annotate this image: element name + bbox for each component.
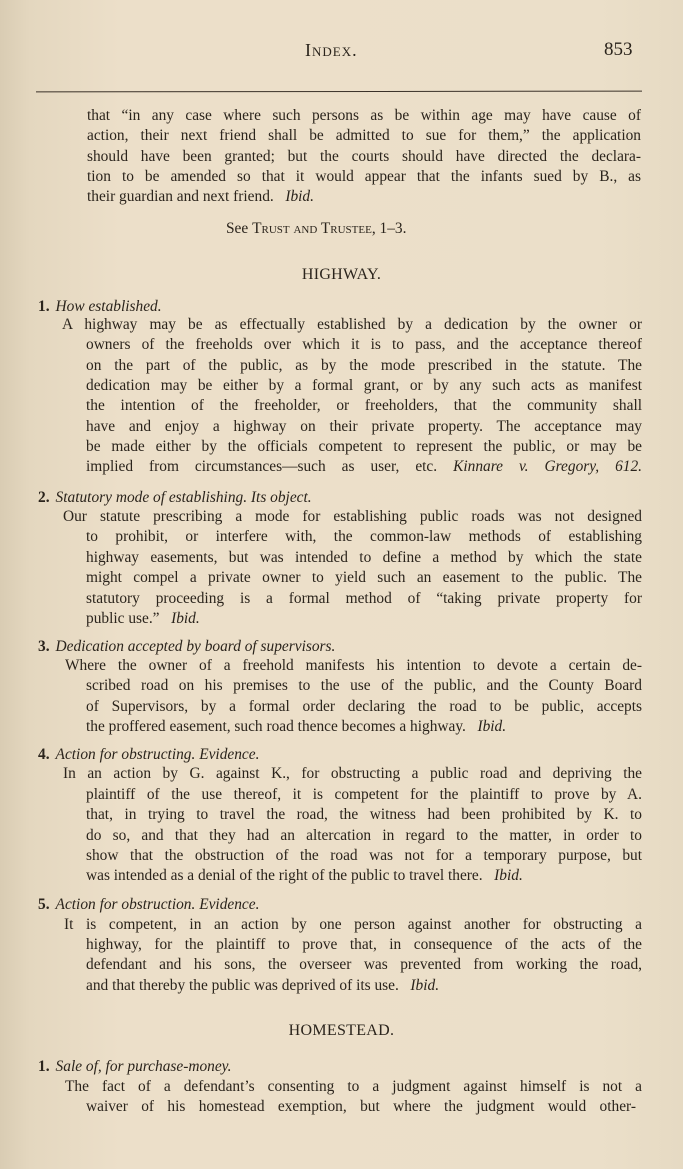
text-line xyxy=(86,457,642,477)
entry-number: 3. xyxy=(38,638,50,655)
text-line: highway easements, but was intended to define a method by which the state xyxy=(86,549,642,566)
text-segment: and that thereby the public was deprived of its use. xyxy=(86,977,399,994)
text-line xyxy=(87,187,314,207)
entry-title: How established. xyxy=(55,298,162,315)
citation: Ibid. xyxy=(477,718,507,735)
text-line: scribed road on his premises to the use of the public, and the County Board xyxy=(86,677,642,694)
text-line: of Supervisors, by a formal order declaring the road to be public, accepts xyxy=(86,698,642,715)
entry-heading xyxy=(38,746,259,764)
text-line xyxy=(86,866,523,886)
text-segment: their guardian and next friend. xyxy=(87,188,274,205)
text-line: statutory proceeding is a formal method of “taking private property for xyxy=(86,590,642,607)
entry-title: Sale of, for purchase-money. xyxy=(55,1058,232,1075)
entry-number: 5. xyxy=(38,896,50,913)
text-line: be made either by the officials competent to represent the public, or may be xyxy=(86,438,642,455)
text-line: that “in any case where such persons as be within age may have cause of xyxy=(87,107,641,124)
citation: Ibid. xyxy=(171,610,200,627)
entry-heading xyxy=(38,489,312,507)
text-line: Our statute prescribing a mode for establishing public roads was not designed xyxy=(63,508,642,525)
text-line: The fact of a defendant’s consenting to a judgment against himself is not a xyxy=(65,1078,642,1095)
section-heading-highway: HIGHWAY. xyxy=(301,266,382,283)
see-target: Trust and Trustee xyxy=(252,220,372,237)
text-line xyxy=(86,976,439,996)
citation: Ibid. xyxy=(410,977,440,994)
entry-title: Dedication accepted by board of supervisors. xyxy=(55,638,336,655)
entry-number: 1. xyxy=(38,1058,50,1075)
entry-title: Statutory mode of establishing. Its object. xyxy=(55,489,312,506)
text-line: plaintiff of the use thereof, it is competent for the plaintiff to prove by A. xyxy=(86,786,642,803)
text-line: might compel a private owner to yield such an easement to the public. The xyxy=(86,569,642,586)
text-line xyxy=(86,717,506,737)
text-line: dedication may be either by a formal grant, or by any such acts as manifest xyxy=(86,377,642,394)
text-line: owners of the freeholds over which it is to pass, and the acceptance thereof xyxy=(86,336,642,353)
entry-heading xyxy=(38,298,162,316)
text-line: A highway may be as effectually established by a dedication by the owner or xyxy=(62,316,642,333)
see-also-reference xyxy=(226,220,406,238)
text-segment: was intended as a denial of the right of the public to travel there. xyxy=(86,867,483,884)
entry-number: 2. xyxy=(38,489,50,506)
citation: Ibid. xyxy=(494,867,523,884)
text-line xyxy=(86,609,200,629)
text-segment: implied from circumstances—such as user, etc. xyxy=(86,458,438,475)
text-line: have and enjoy a highway on their private property. The acceptance may xyxy=(86,418,642,435)
running-head xyxy=(0,40,683,64)
text-line: It is competent, in an action by one person against another for obstructing a xyxy=(64,916,642,933)
see-prefix: See xyxy=(226,220,249,237)
text-line: defendant and his sons, the overseer was prevented from working the road, xyxy=(86,956,642,973)
citation: Ibid. xyxy=(285,188,314,205)
text-segment: the proffered easement, such road thence becomes a highway. xyxy=(86,718,466,735)
text-line: the intention of the freeholder, or freeholders, that the community shall xyxy=(86,397,642,414)
text-line: Where the owner of a freehold manifests his intention to devote a certain de- xyxy=(65,657,642,674)
see-numbers: , 1–3. xyxy=(371,220,407,237)
entry-number: 1. xyxy=(38,298,50,315)
text-line: to prohibit, or interfere with, the common-law methods of establishing xyxy=(86,528,642,545)
page-number: 853 xyxy=(604,39,633,60)
citation: Kinnare v. Gregory, 612. xyxy=(453,458,642,475)
text-line: highway, for the plaintiff to prove that, in consequence of the acts of the xyxy=(86,936,642,953)
running-title: Index. xyxy=(305,40,358,60)
header-rule xyxy=(36,91,642,93)
entry-title: Action for obstruction. Evidence. xyxy=(55,896,260,913)
entry-heading xyxy=(38,638,335,656)
text-line: tion to be amended so that it would appear that the infants sued by B., as xyxy=(87,168,641,185)
text-line: show that the obstruction of the road was not for a temporary purpose, but xyxy=(86,847,642,864)
entry-number: 4. xyxy=(38,746,50,763)
entry-heading xyxy=(38,1058,232,1076)
text-line: that, in trying to travel the road, the witness had been prohibited by K. to xyxy=(86,806,642,823)
entry-heading xyxy=(38,896,259,914)
text-line: should have been granted; but the courts should have directed the declara- xyxy=(87,148,641,165)
text-line: action, their next friend shall be admitted to sue for them,” the application xyxy=(87,127,641,144)
text-line: waiver of his homestead exemption, but where the judgment would other- xyxy=(86,1098,636,1115)
text-line: do so, and that they had an altercation in regard to the matter, in order to xyxy=(86,827,642,844)
text-line: In an action by G. against K., for obstructing a public road and depriving the xyxy=(63,765,642,782)
text-segment: public use.” xyxy=(86,610,160,627)
text-line: on the part of the public, as by the mode prescribed in the statute. The xyxy=(86,357,642,374)
section-heading-homestead: HOMESTEAD. xyxy=(288,1022,395,1039)
entry-title: Action for obstructing. Evidence. xyxy=(55,746,260,763)
